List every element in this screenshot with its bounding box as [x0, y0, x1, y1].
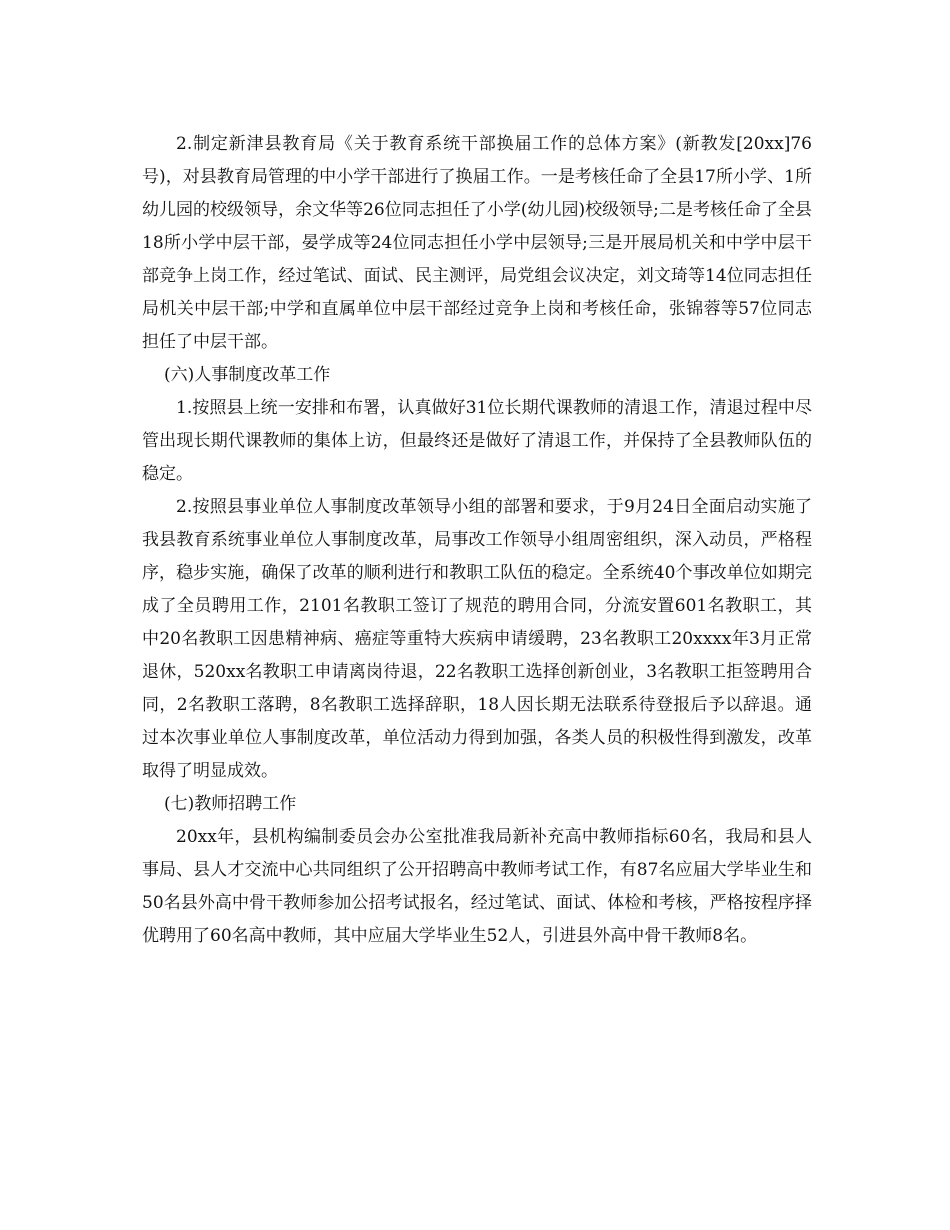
- section-heading-personnel-reform: (六)人事制度改革工作: [164, 365, 331, 385]
- section-heading-teacher-recruitment: (七)教师招聘工作: [164, 794, 297, 814]
- paragraph-cadre-rotation: 2.制定新津县教育局《关于教育系统干部换届工作的总体方案》(新教发[20xx]76号)，对县教育局管理的中小学干部进行了换届工作。一是考核任命了全县17所小学、1所幼儿园的校级领导，余文华等26位同志担任了小学(幼儿园)校级领导;二是考核任命了全县18所小学中层干部，晏学成等24位同志担任小学中层领导;三是开展局机关和中学中层干部竞争上岗工作，经过笔试、面试、民主测评，局党组会议决定，刘文琦等14位同志担任局机关中层干部;中学和直属单位中层干部经过竞争上岗和考核任命，张锦蓉等57位同志担任了中层干部。: [142, 134, 812, 352]
- paragraph-institution-reform: 2.按照县事业单位人事制度改革领导小组的部署和要求，于9月24日全面启动实施了我县教育系统事业单位人事制度改革，局事改工作领导小组周密组织，深入动员，严格程序，稳步实施，确保了改革的顺利进行和教职工队伍的稳定。全系统40个事改单位如期完成了全员聘用工作，2101名教职工签订了规范的聘用合同，分流安置601名教职工，其中20名教职工因患精神病、癌症等重特大疾病申请缓聘，23名教职工20xxxx年3月正常退休，520xx名教职工申请离岗待退，22名教职工选择创新创业，3名教职工拒签聘用合同，2名教职工落聘，8名教职工选择辞职，18人因长期无法联系待登报后予以辞退。通过本次事业单位人事制度改革，单位活动力得到加强，各类人员的积极性得到激发，改革取得了明显成效。: [142, 497, 812, 781]
- paragraph-substitute-teachers: 1.按照县上统一安排和布署，认真做好31位长期代课教师的清退工作，清退过程中尽管出现长期代课教师的集体上访，但最终还是做好了清退工作，并保持了全县教师队伍的稳定。: [142, 398, 812, 484]
- document-body: [142, 128, 812, 953]
- paragraph-teacher-recruitment: 20xx年，县机构编制委员会办公室批准我局新补充高中教师指标60名，我局和县人事局、县人才交流中心共同组织了公开招聘高中教师考试工作，有87名应届大学毕业生和50名县外高中骨干教师参加公招考试报名，经过笔试、面试、体检和考核，严格按程序择优聘用了60名高中教师，其中应届大学毕业生52人，引进县外高中骨干教师8名。: [142, 827, 812, 946]
